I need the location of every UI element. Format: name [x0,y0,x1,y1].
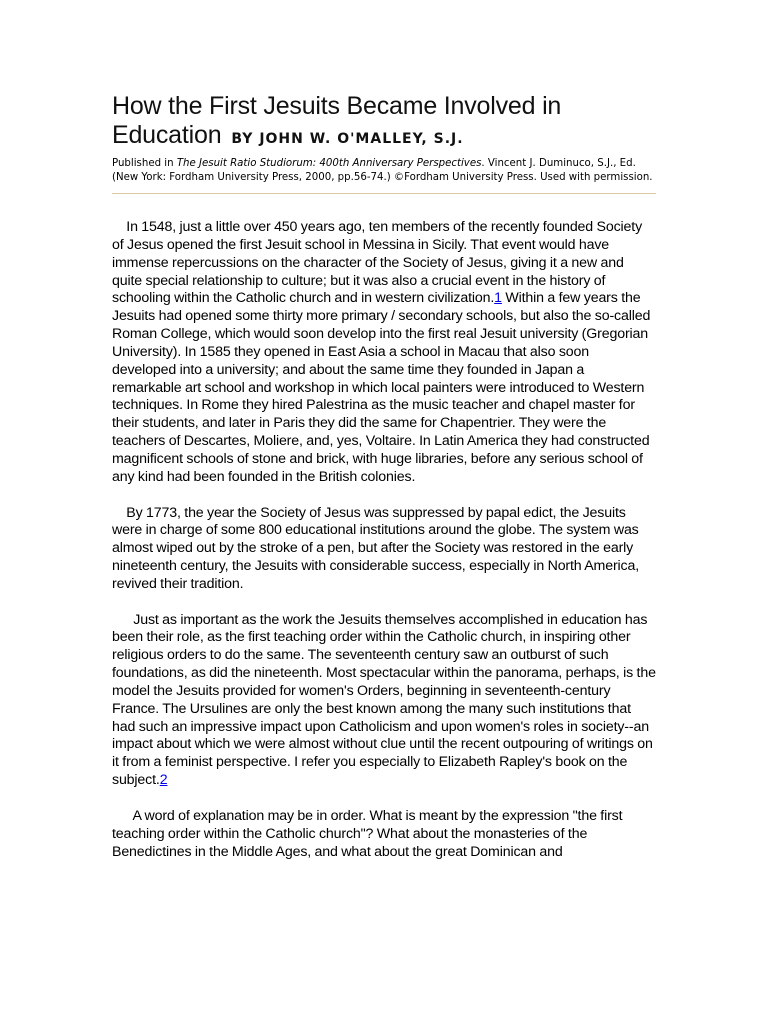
publication-note [112,157,656,185]
paragraph-indent [112,505,126,521]
header-divider [112,193,656,194]
publication-work-title: The Jesuit Ratio Studiorum: 400th Anniversary Perspectives [176,158,482,169]
article-body [112,219,656,861]
paragraph-text-continued: Within a few years the Jesuits had opened some thirty more primary / secondary schools, but also the so-called Roman College, which would soon develop into the first real Jesuit university (Gregorian University). In 1585 they opened in East Asia a school in Macau that also soon developed into a university; and about the same time they founded in Japan a remarkable art school and workshop in which local painters were introduced to Western techniques. In Rome they hired Palestrina as the music teacher and chapel master for their students, and later in Paris they did the same for Chapentrier. They were the teachers of Descartes, Moliere, and, yes, Voltaire. In Latin America they had constructed magnificent schools of stone and brick, with huge libraries, before any serious school of any kind had been founded in the British colonies. [112,290,651,485]
article-title [112,0,656,154]
publication-details: . Vincent J. Duminuco, S.J., Ed. (New York: Fordham University Press, 2000, pp.56-74.) ©Fordham University Press. Used with permission. [112,158,653,183]
publication-prefix: Published in [112,158,177,169]
title-text: How the First Jesuits Became Involved in Education [112,92,562,149]
footnote-link-1[interactable]: 1 [494,290,502,307]
author-byline: BY JOHN W. O'MALLEY, S.J. [231,131,464,147]
paragraph-2 [112,505,656,594]
paragraph-text: In 1548, just a little over 450 years ago, ten members of the recently founded Society of Jesus opened the first Jesuit school in Messina in Sicily. That event would have immense repercussions on the character of the Society of Jesus, giving it a new and quite special relationship to culture; but it was also a crucial event in the history of schooling within the Catholic church and in western civilization. [112,219,643,307]
paragraph-4 [112,808,656,862]
paragraph-1 [112,219,656,487]
paragraph-3 [112,612,656,790]
paragraph-text: A word of explanation may be in order. What is meant by the expression "the first teaching order within the Catholic church"? What about the monasteries of the Benedictines in the Middle Ages, and what about the great Dominican and [112,807,623,860]
paragraph-indent [112,612,133,628]
footnote-link-2[interactable]: 2 [159,772,168,789]
paragraph-text: By 1773, the year the Society of Jesus was suppressed by papal edict, the Jesuits were in charge of some 800 educational institutions around the globe. The system was almost wiped out by the stroke of a pen, but after the Society was restored in the early nineteenth century, the Jesuits with considerable success, especially in North America, revived their tradition. [112,504,640,592]
paragraph-indent [112,219,126,235]
paragraph-text: Just as important as the work the Jesuits themselves accomplished in education has been their role, as the first teaching order within the Catholic church, in inspiring other religious orders to do the same. The seventeenth century saw an outburst of such foundations, as did the nineteenth. Most spectacular within the panorama, perhaps, is the model the Jesuits provided for women's Orders, beginning in seventeenth-century France. The Ursulines are only the best known among the many such institutions that had such an impressive impact upon Catholicism and upon women's roles in society--an impact about which we were almost without clue until the recent outpouring of writings on it from a feminist perspective. I refer you especially to Elizabeth Rapley's book on the subject. [112,611,656,789]
paragraph-indent [112,808,132,824]
